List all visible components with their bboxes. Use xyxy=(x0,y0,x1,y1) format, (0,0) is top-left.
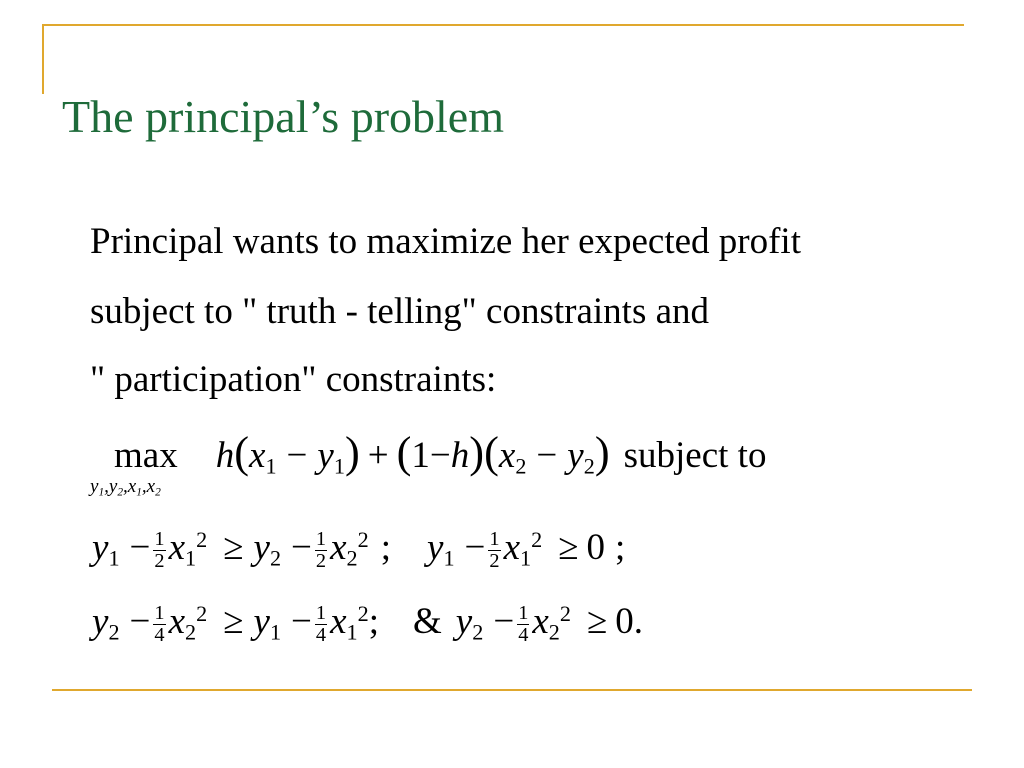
objective-formula: $\max h(x_1 - y_1) + (1-h)(x_2 - y_2)$ subject to xyxy=(114,427,767,479)
body-line-1: Principal wants to maximize her expected profit xyxy=(90,221,801,262)
subject-to-label: subject to xyxy=(623,435,767,476)
frame-top-rule xyxy=(42,24,964,26)
max-operator: max xyxy=(114,435,178,476)
constraint-line-2: $y_2$ − $\frac{1}{4}$ $x_2^2 \ge y_1$ − $\frac{1}{4}$ $x_1^2$; & $y_2$ − $\frac{1}{4}$ $x_2^2 \ge 0$. xyxy=(92,600,644,647)
constraint-line-1: $y_1$ − $\frac{1}{2}$ $x_1^2 \ge y_2$ − $\frac{1}{2}$ $x_2^2$ ; $y_1$ − $\frac{1}{2}$ $x_1^2 \ge 0$ ; xyxy=(92,526,626,573)
max-variables: $y_1,y_2,x_1,x_2$ xyxy=(90,476,161,499)
body-line-2: subject to " truth - telling" constraints and xyxy=(90,291,710,332)
frame-left-rule xyxy=(42,24,44,94)
body-line-3: " participation" constraints: xyxy=(90,359,497,400)
slide-title: The principal’s problem xyxy=(62,91,504,142)
frame-bottom-rule xyxy=(52,689,972,691)
